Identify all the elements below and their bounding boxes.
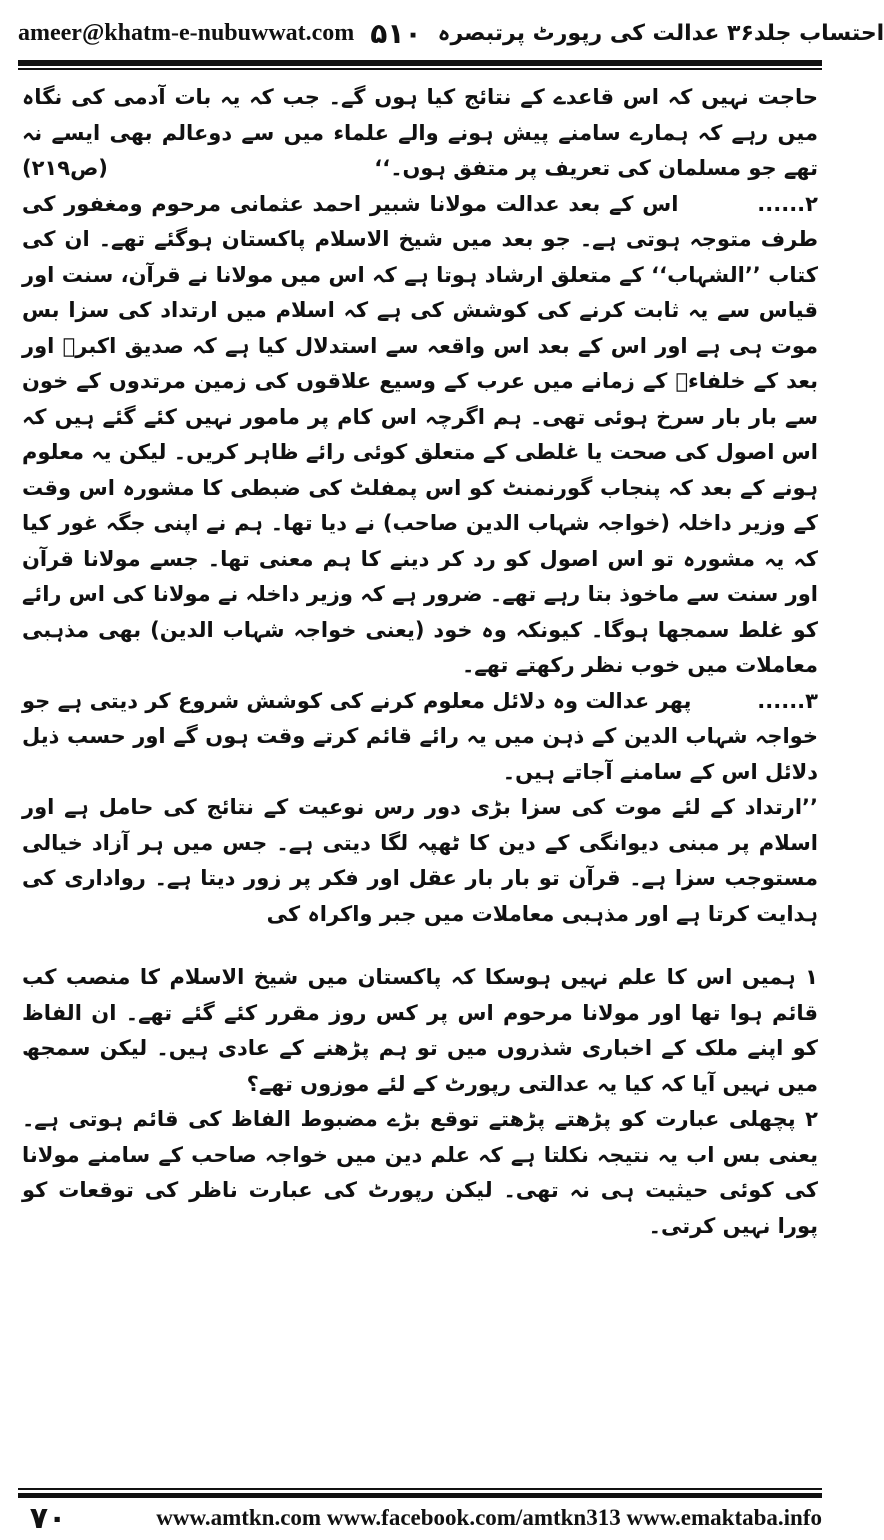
header-page-number: ۵۱۰ xyxy=(370,16,422,50)
footnote-2-text: پچھلی عبارت کو پڑھتے پڑھتے توقع بڑے مضبوط الفاظ کی قائم ہوتی ہے۔ یعنی بس اب یہ نتیجہ نکلتا ہے کہ علم دین میں خواجہ صاحب کے سامنے مولانا کی کوئی حیثیت ہی نہ تھی۔ لیکن رپورٹ کی عبارت ناظر کی توقعات کو پورا نہیں کرتی۔ xyxy=(22,1107,818,1238)
paragraph-1-text: حاجت نہیں کہ اس قاعدے کے نتائج کیا ہوں گے۔ جب کہ یہ بات آدمی کی نگاہ میں رہے کہ ہمارے سامنے پیش ہونے والے علماء میں سے دوعالم بھی ایسے نہ تھے جو مسلمان کی تعریف پر متفق ہوں۔‘‘ xyxy=(22,85,818,180)
footer-rule-thick xyxy=(18,1493,822,1498)
page-header xyxy=(18,10,884,56)
footer-links: www.amtkn.com www.facebook.com/amtkn313 www.emaktaba.info xyxy=(156,1505,822,1530)
paragraph-3 xyxy=(22,684,818,791)
footer-page-number: ۷۰ xyxy=(29,1500,67,1536)
footnote-2 xyxy=(22,1102,818,1244)
paragraph-2-text: اس کے بعد عدالت مولانا شبیر احمد عثمانی مرحوم ومغفور کی طرف متوجہ ہوتی ہے۔ جو بعد میں شیخ الاسلام پاکستان ہوگئے تھے۔ ان کی کتاب ’’الشہاب‘‘ کے متعلق ارشاد ہوتا ہے کہ اس میں مولانا نے قرآن، سنت اور قیاس سے یہ ثابت کرنے کی کوشش کی ہے کہ اسلام میں ارتداد کی سزا بس موت ہی ہے اور اس کے بعد اس واقعہ سے استدلال کیا ہے کہ صدیق اکبرؓ اور بعد کے خلفاءؓ کے زمانے میں عرب کے وسیع علاقوں کی زمین مرتدوں کے خون سے بار بار سرخ ہوئی تھی۔ ہم اگرچہ اس کام پر مامور نہیں کئے گئے ہیں کہ اس اصول کی صحت یا غلطی کے متعلق کوئی رائے ظاہر کریں۔ لیکن یہ معلوم ہونے کے بعد کہ پنجاب گورنمنٹ کو اس پمفلٹ کی ضبطی کا مشورہ اس وقت کے وزیر داخلہ (خواجہ شہاب الدین صاحب) نے دیا تھا۔ ہم نے اپنی جگہ غور کیا کہ یہ مشورہ تو اس اصول کو رد کر دینے کا ہم معنی تھا۔ جسے مولانا قرآن اور سنت سے ماخوذ بتا رہے تھے۔ ضرور ہے کہ وزیر داخلہ نے مولانا کی اس رائے کو غلط سمجھا ہوگا۔ کیونکہ وہ خود (یعنی خواجہ شہاب الدین) بھی مذہبی معاملات میں خوب نظر رکھتے تھے۔ xyxy=(22,191,818,677)
header-rule-thick xyxy=(18,60,822,66)
paragraph-2 xyxy=(22,187,818,684)
footnote-1-text: ہمیں اس کا علم نہیں ہوسکا کہ پاکستان میں شیخ الاسلام کا منصب کب قائم ہوا تھا اور مولانا مرحوم اس پر کس روز مقرر کئے گئے تھے۔ ان الفاظ کو اپنے ملک کے اخباری شذروں میں تو ہم پڑھنے کے عادی ہیں۔ لیکن سمجھ میں نہیں آیا کہ کیا یہ عدالتی رپورٹ کے لئے موزوں تھے؟ xyxy=(22,965,818,1096)
footnote-separator xyxy=(22,932,818,960)
page-reference: (ص۲۱۹) xyxy=(22,156,108,180)
header-title: احتساب جلد۳۶ عدالت کی رپورٹ پرتبصرہ xyxy=(437,20,884,46)
footnote-1-mark: ۱ xyxy=(805,965,818,989)
header-rule-thin xyxy=(18,68,822,70)
paragraph-4: ’’ارتداد کے لئے موت کی سزا بڑی دور رس نوعیت کے نتائج کی حامل ہے اور اسلام پر مبنی دیوانگی کے دین کا ٹھپہ لگا دیتی ہے۔ جس میں ہر آزاد خیالی مستوجب سزا ہے۔ قرآن تو بار بار عقل اور فکر پر زور دیتا ہے۔ رواداری کی ہدایت کرتا ہے اور مذہبی معاملات میں جبر واکراہ کی xyxy=(22,795,818,926)
footnote-1 xyxy=(22,960,818,1102)
footnote-2-mark: ۲ xyxy=(805,1107,818,1131)
page-footer xyxy=(18,1500,822,1536)
footer-rule-thin xyxy=(18,1488,822,1490)
paragraph-1 xyxy=(22,80,818,187)
paragraph-3-number: ۳...... xyxy=(757,688,818,713)
header-email: ameer@khatm-e-nubuwwat.com xyxy=(18,19,355,46)
paragraph-2-number: ۲...... xyxy=(757,191,818,216)
page-body xyxy=(22,80,818,1244)
paragraph-3-text: پھر عدالت وہ دلائل معلوم کرنے کی کوشش شروع کر دیتی ہے جو خواجہ شہاب الدین کے ذہن میں یہ رائے قائم کرتے وقت ہوں گے اور حسب ذیل دلائل اس کے سامنے آجاتے ہیں۔ xyxy=(22,688,818,784)
